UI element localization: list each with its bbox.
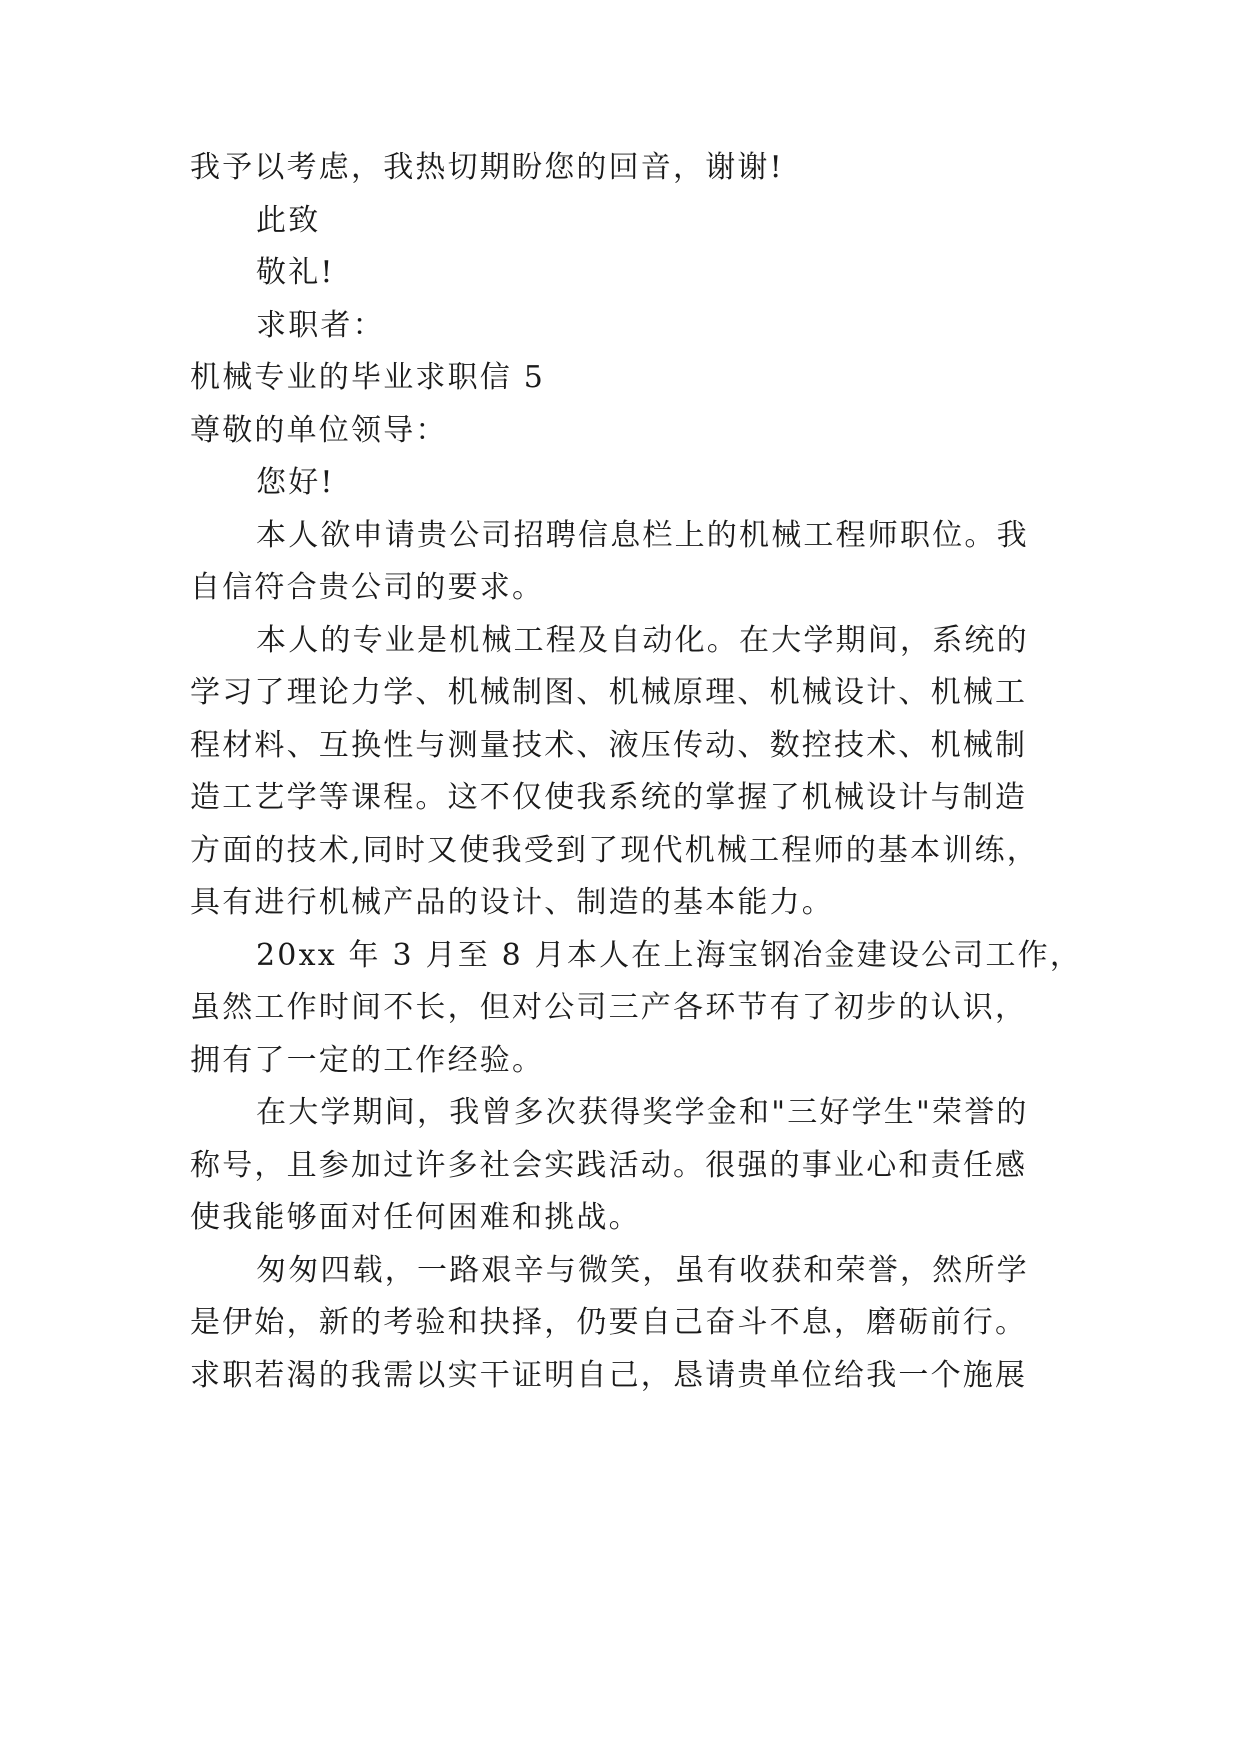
paragraph-line: 拥有了一定的工作经验。: [190, 1043, 545, 1078]
paragraph-line: 程材料、互换性与测量技术、液压传动、数控技术、机械制: [190, 728, 1028, 763]
text-line: 我予以考虑，我热切期盼您的回音，谢谢!: [190, 150, 784, 185]
paragraph-line: 20xx 年 3 月至 8 月本人在上海宝钢冶金建设公司工作，: [256, 938, 1083, 973]
closing-line: 敬礼!: [256, 255, 335, 290]
paragraph-line: 本人欲申请贵公司招聘信息栏上的机械工程师职位。我: [256, 518, 1029, 553]
salutation: 尊敬的单位领导：: [190, 413, 448, 448]
paragraph-line: 方面的技术,同时又使我受到了现代机械工程师的基本训练，: [190, 833, 1039, 868]
paragraph-line: 使我能够面对任何困难和挑战。: [190, 1200, 641, 1235]
closing-line: 此致: [256, 203, 321, 238]
paragraph-line: 匆匆四载，一路艰辛与微笑，虽有收获和荣誉，然所学: [256, 1253, 1029, 1288]
paragraph-line: 虽然工作时间不长，但对公司三产各环节有了初步的认识，: [190, 990, 1028, 1025]
section-title: 机械专业的毕业求职信 5: [190, 360, 546, 395]
paragraph-line: 本人的专业是机械工程及自动化。在大学期间，系统的: [256, 623, 1029, 658]
paragraph-line: 学习了理论力学、机械制图、机械原理、机械设计、机械工: [190, 675, 1028, 710]
paragraph-line: 称号，且参加过许多社会实践活动。很强的事业心和责任感: [190, 1148, 1028, 1183]
paragraph-line: 自信符合贵公司的要求。: [190, 570, 545, 605]
paragraph-line: 在大学期间，我曾多次获得奖学金和"三好学生"荣誉的: [256, 1095, 1029, 1130]
greeting: 您好!: [256, 465, 335, 500]
paragraph-line: 求职若渴的我需以实干证明自己，恳请贵单位给我一个施展: [190, 1358, 1028, 1393]
paragraph-line: 具有进行机械产品的设计、制造的基本能力。: [190, 885, 834, 920]
paragraph-line: 造工艺学等课程。这不仅使我系统的掌握了机械设计与制造: [190, 780, 1028, 815]
paragraph-line: 是伊始，新的考验和抉择，仍要自己奋斗不息，磨砺前行。: [190, 1305, 1028, 1340]
signature-line: 求职者：: [256, 308, 385, 343]
